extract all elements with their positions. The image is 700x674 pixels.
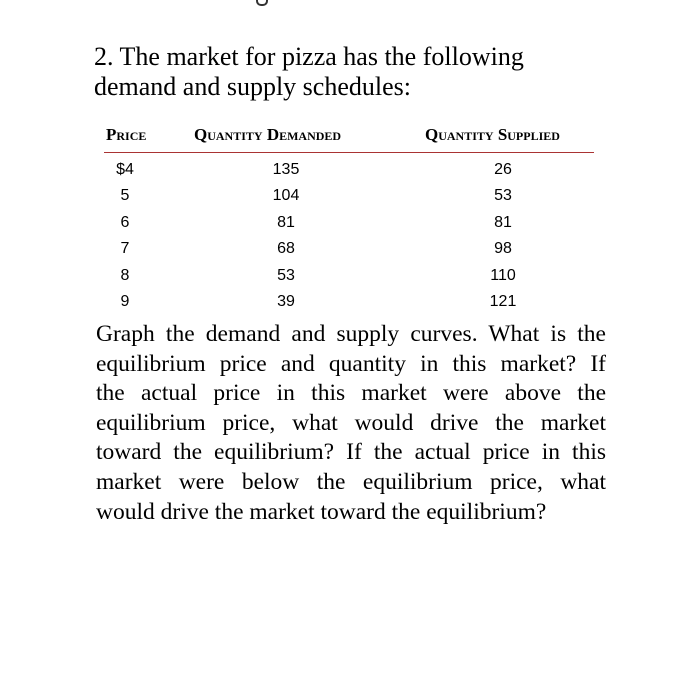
header-quantity-supplied: Quantity Supplied <box>425 125 560 144</box>
demand-supply-table <box>104 118 594 315</box>
paragraph-line: the actual price in this market were above the <box>96 380 606 407</box>
header-quantity-demanded: Quantity Demanded <box>194 125 342 144</box>
header-price: Price <box>106 125 147 144</box>
paragraph-line: Graph the demand and supply curves. What is the <box>96 321 606 347</box>
cropped-glyph <box>256 0 268 6</box>
cell-price: $4 <box>116 161 134 178</box>
table-header <box>104 118 594 153</box>
question-line: demand and supply schedules: <box>94 72 411 101</box>
paragraph-line: toward the equilibrium? If the actual price in this <box>96 439 606 466</box>
cell-price: 7 <box>120 240 130 258</box>
table-row <box>104 183 594 209</box>
cell-price: 8 <box>120 266 130 284</box>
cropped-text-fragment <box>0 0 700 6</box>
table-row <box>104 263 594 289</box>
cell-quantity-demanded: 81 <box>277 213 295 231</box>
paragraph-line: equilibrium price, what would drive the market <box>96 409 606 436</box>
table-row <box>104 289 594 315</box>
cell-price: 9 <box>120 292 130 310</box>
table-body <box>104 157 594 315</box>
paragraph-line: market were below the equilibrium price, what <box>96 468 606 495</box>
paragraph-line: equilibrium price and quantity in this market? If <box>96 350 606 377</box>
question-instructions <box>96 320 606 527</box>
cell-quantity-supplied: 110 <box>490 266 516 284</box>
cell-quantity-supplied: 121 <box>489 292 517 310</box>
cell-quantity-demanded: 104 <box>272 187 300 205</box>
question-line: 2. The market for pizza has the following <box>94 42 524 71</box>
table-row <box>104 157 594 183</box>
cell-quantity-demanded: 53 <box>277 266 295 284</box>
cell-quantity-demanded: 39 <box>277 292 295 310</box>
cell-quantity-supplied: 26 <box>494 161 512 178</box>
cell-quantity-demanded: 135 <box>272 161 300 178</box>
cell-price: 6 <box>120 213 130 231</box>
paragraph-line: would drive the market toward the equilibrium? <box>96 498 547 525</box>
table-row <box>104 236 594 262</box>
cell-quantity-supplied: 98 <box>494 240 512 258</box>
cell-price: 5 <box>120 187 130 205</box>
cell-quantity-demanded: 68 <box>277 240 295 258</box>
question-heading <box>94 42 614 102</box>
cell-quantity-supplied: 53 <box>494 187 512 205</box>
table-row <box>104 210 594 236</box>
cell-quantity-supplied: 81 <box>494 213 512 231</box>
